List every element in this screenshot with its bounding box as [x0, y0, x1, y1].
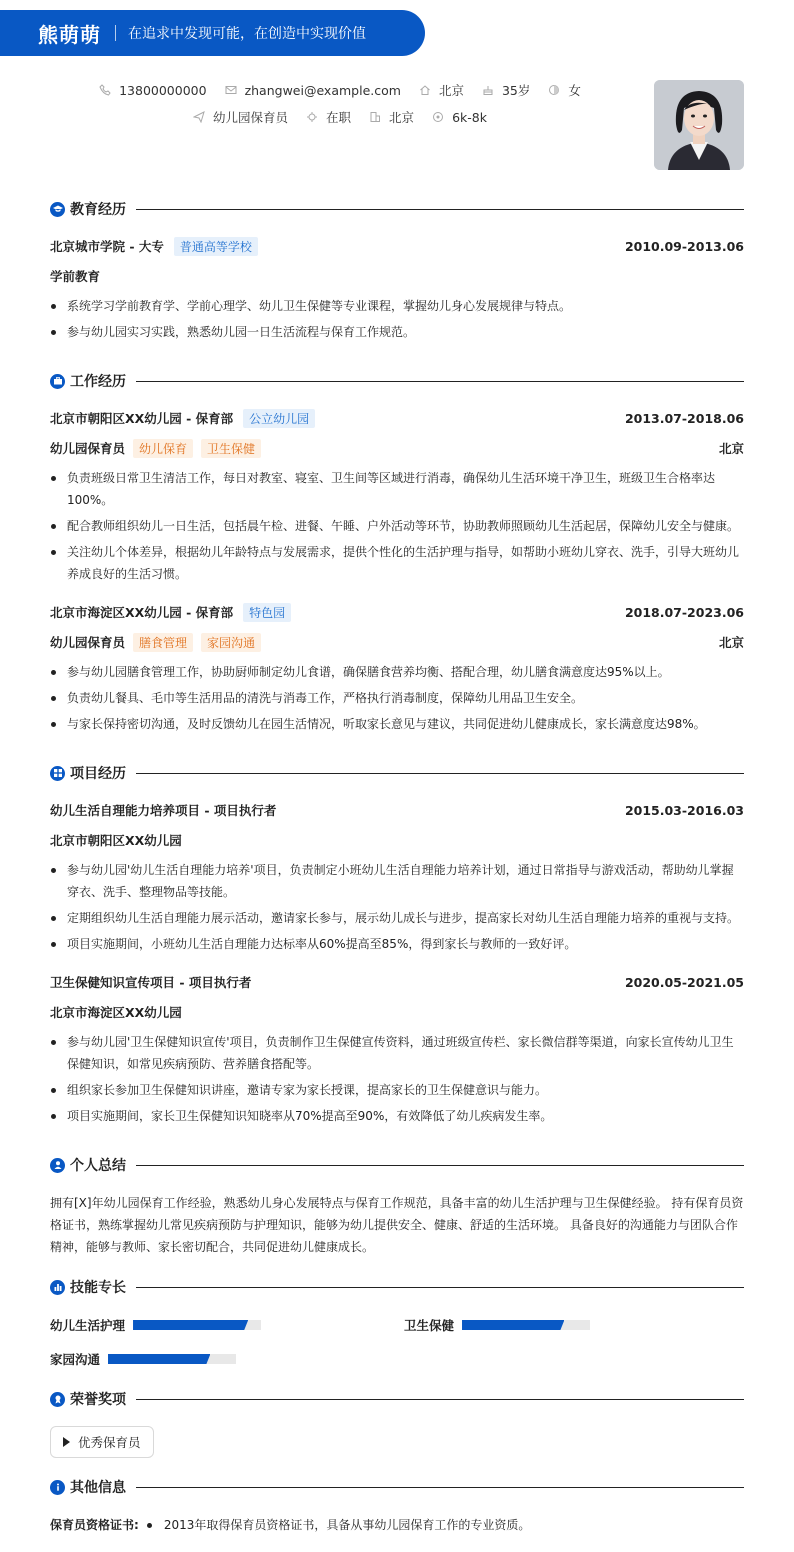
- building-icon: [369, 111, 381, 123]
- section-title-summary: [50, 1155, 744, 1175]
- project-org: 北京市朝阳区XX幼儿园: [50, 833, 182, 848]
- section-heading: 技能专长: [70, 1280, 126, 1296]
- skill-level-bar: [462, 1320, 590, 1330]
- briefcase-icon: [50, 374, 65, 389]
- section-heading: 工作经历: [70, 374, 126, 390]
- list-item: 组织家长参加卫生保健知识讲座，邀请专家为家长授课，提高家长的卫生保健意识与能力。: [50, 1079, 744, 1101]
- work-date: 2018.07-2023.06: [624, 604, 744, 620]
- user-icon: [50, 1158, 65, 1173]
- section-heading: 其他信息: [70, 1480, 126, 1496]
- gender-text: 女: [568, 83, 581, 98]
- section-divider: [136, 1399, 744, 1400]
- bar-chart-icon: [50, 1280, 65, 1295]
- status-text: 在职: [326, 110, 352, 125]
- skill-level-bar: [108, 1354, 236, 1364]
- summary-text: 拥有[X]年幼儿园保育工作经验，熟悉幼儿身心发展特点与保育工作规范，具备丰富的幼儿生活护理与卫生保健经验。 持有保育员资格证书，熟练掌握幼儿常见疾病预防与护理知识，能够为幼儿提供安全、健康、舒适的生活环境。 具备良好的沟通能力与团队合作精神，能够与教师、家长密切配合，共同促进幼儿健康成长。: [50, 1196, 744, 1254]
- project-title: 卫生保健知识宣传项目 - 项目执行者: [50, 975, 252, 990]
- header-slogan: 在追求中发现可能，在创造中实现价值: [128, 26, 366, 42]
- target-city-text: 北京: [389, 110, 415, 125]
- list-item: 参与幼儿园膳食管理工作，协助厨师制定幼儿食谱，确保膳食营养均衡、搭配合理，幼儿膳食满意度达95%以上。: [50, 661, 744, 683]
- section-divider: [136, 209, 744, 210]
- section-divider: [136, 1287, 744, 1288]
- skill-item: [50, 1352, 236, 1366]
- work-city: 北京: [718, 441, 744, 456]
- phone-icon: [99, 84, 111, 96]
- work-company-group: [50, 603, 291, 622]
- contact-target-city: [369, 108, 414, 126]
- contact-salary: [432, 110, 487, 125]
- skill-level-fill: [462, 1320, 564, 1330]
- work-company-group: [50, 409, 315, 428]
- skill-name: 家园沟通: [50, 1352, 101, 1367]
- skill-name: 幼儿生活护理: [50, 1318, 126, 1333]
- list-item: 与家长保持密切沟通，及时反馈幼儿在园生活情况，听取家长意见与建议，共同促进幼儿健康成长，家长满意度达98%。: [50, 713, 744, 735]
- work-entry-header: [50, 408, 744, 428]
- play-triangle-icon: [63, 1437, 70, 1447]
- header-divider: [115, 25, 116, 41]
- list-item: 配合教师组织幼儿一日生活，包括晨午检、进餐、午睡、户外活动等环节，协助教师照顾幼儿生活起居，保障幼儿安全与健康。: [50, 515, 744, 537]
- education-school: 北京城市学院 - 大专: [50, 239, 164, 254]
- work-company-tag: 公立幼儿园: [243, 409, 315, 428]
- work-skill-tag: 卫生保健: [201, 439, 261, 458]
- work-city: 北京: [718, 635, 744, 650]
- contact-phone: [99, 83, 206, 98]
- list-item: 负责班级日常卫生清洁工作，每日对教室、寝室、卫生间等区域进行消毒，确保幼儿生活环境干净卫生，班级卫生合格率达100%。: [50, 467, 744, 511]
- contact-city: [419, 81, 464, 99]
- project-entry-header: [50, 972, 744, 992]
- skill-name: 卫生保健: [404, 1318, 455, 1333]
- contact-gender: [548, 81, 581, 99]
- section-title-projects: [50, 763, 744, 783]
- candidate-name: 熊萌萌: [38, 22, 101, 47]
- work-entry-header: [50, 602, 744, 622]
- project-date: 2020.05-2021.05: [624, 974, 744, 990]
- skill-item: [50, 1318, 261, 1332]
- bullet-dot: [147, 1523, 152, 1528]
- skill-level-fill: [108, 1354, 210, 1364]
- list-item: 参与幼儿园'卫生保健知识宣传'项目，负责制作卫生保健宣传资料，通过班级宣传栏、家长微信群等渠道，向家长宣传幼儿卫生保健知识，如常见疾病预防、营养膳食搭配等。: [50, 1031, 744, 1075]
- avatar: [654, 80, 744, 170]
- other-text: 2013年取得保育员资格证书，具备从事幼儿园保育工作的专业资质。: [163, 1518, 531, 1532]
- project-title: 幼儿生活自理能力培养项目 - 项目执行者: [50, 803, 277, 818]
- work-role-group: [50, 439, 261, 458]
- city-text: 北京: [438, 83, 464, 98]
- skill-level-bar: [133, 1320, 261, 1330]
- work-role: 幼儿园保育员: [50, 635, 126, 650]
- work-date: 2013.07-2018.06: [624, 410, 744, 426]
- grid-icon: [50, 766, 65, 781]
- skill-level-fill: [133, 1320, 248, 1330]
- work-company-tag: 特色园: [243, 603, 291, 622]
- list-item: 项目实施期间，家长卫生保健知识知晓率从70%提高至90%，有效降低了幼儿疾病发生率。: [50, 1105, 744, 1127]
- section-title-honors: [50, 1389, 744, 1409]
- education-major: 学前教育: [50, 269, 101, 284]
- work-role-row: [50, 438, 744, 458]
- list-item: 关注幼儿个体差异，根据幼儿年龄特点与发展需求，提供个性化的生活护理与指导，如帮助小班幼儿穿衣、洗手，引导大班幼儿养成良好的生活习惯。: [50, 541, 744, 585]
- work-role-row: [50, 632, 744, 652]
- work-skill-tag: 膳食管理: [133, 633, 193, 652]
- work-bullets: [50, 467, 744, 589]
- header-banner: [0, 10, 425, 56]
- email-text: zhangwei@example.com: [244, 82, 401, 98]
- contact-position: [193, 108, 288, 126]
- education-date: 2010.09-2013.06: [624, 238, 744, 254]
- skill-item: [404, 1318, 590, 1332]
- project-entry-header: [50, 800, 744, 820]
- list-item: 定期组织幼儿生活自理能力展示活动，邀请家长参与，展示幼儿成长与进步，提高家长对幼儿生活自理能力培养的重视与支持。: [50, 907, 744, 929]
- section-title-other: [50, 1477, 744, 1497]
- project-org: 北京市海淀区XX幼儿园: [50, 1005, 182, 1020]
- home-icon: [419, 84, 431, 96]
- work-company: 北京市海淀区XX幼儿园 - 保育部: [50, 605, 234, 620]
- work-skill-tag: 幼儿保育: [133, 439, 193, 458]
- work-skill-tag: 家园沟通: [201, 633, 261, 652]
- section-title-work: [50, 371, 744, 391]
- other-label: 保育员资格证书:: [50, 1518, 139, 1532]
- graduation-cap-icon: [50, 202, 65, 217]
- section-heading: 项目经历: [70, 766, 126, 782]
- list-item: 系统学习学前教育学、学前心理学、幼儿卫生保健等专业课程，掌握幼儿身心发展规律与特点。: [50, 295, 744, 317]
- work-role-group: [50, 633, 261, 652]
- gender-icon: [548, 84, 560, 96]
- project-bullets: [50, 1031, 744, 1131]
- project-bullets: [50, 859, 744, 959]
- list-item: 参与幼儿园'幼儿生活自理能力培养'项目，负责制定小班幼儿生活自理能力培养计划，通过日常指导与游戏活动，帮助幼儿掌握穿衣、洗手、整理物品等技能。: [50, 859, 744, 903]
- contact-row-secondary: [0, 108, 680, 126]
- salary-text: 6k-8k: [452, 109, 487, 125]
- work-bullets: [50, 661, 744, 739]
- section-divider: [136, 1165, 744, 1166]
- status-icon: [306, 111, 318, 123]
- section-divider: [136, 1487, 744, 1488]
- contact-row-primary: [0, 81, 680, 99]
- section-heading: 个人总结: [70, 1158, 126, 1174]
- section-heading: 荣誉奖项: [70, 1392, 126, 1408]
- info-icon: [50, 1480, 65, 1495]
- section-heading: 教育经历: [70, 202, 126, 218]
- contact-age: [482, 81, 530, 99]
- education-major-row: [50, 266, 744, 286]
- work-role: 幼儿园保育员: [50, 441, 126, 456]
- education-school-group: [50, 237, 258, 256]
- award-icon: [50, 1392, 65, 1407]
- salary-icon: [432, 111, 444, 123]
- project-org-row: [50, 1002, 744, 1022]
- list-item: 项目实施期间，小班幼儿生活自理能力达标率从60%提高至85%，得到家长与教师的一致好评。: [50, 933, 744, 955]
- other-info-row: [50, 1514, 744, 1536]
- list-item: 负责幼儿餐具、毛巾等生活用品的清洗与消毒工作，严格执行消毒制度，保障幼儿用品卫生安全。: [50, 687, 744, 709]
- honor-name: 优秀保育员: [78, 1435, 141, 1450]
- education-bullets: [50, 295, 744, 347]
- cake-icon: [482, 84, 494, 96]
- education-tag: 普通高等学校: [174, 237, 258, 256]
- position-text: 幼儿园保育员: [213, 110, 289, 125]
- honor-chip: [50, 1426, 154, 1458]
- mail-icon: [225, 84, 237, 96]
- age-text: 35岁: [501, 83, 531, 98]
- section-divider: [136, 773, 744, 774]
- education-entry-header: [50, 236, 744, 256]
- list-item: 参与幼儿园实习实践，熟悉幼儿园一日生活流程与保育工作规范。: [50, 321, 744, 343]
- project-org-row: [50, 830, 744, 850]
- section-divider: [136, 381, 744, 382]
- phone-text: 13800000000: [119, 82, 207, 98]
- contact-email: [225, 83, 401, 98]
- section-title-education: [50, 199, 744, 219]
- contact-status: [306, 108, 351, 126]
- project-date: 2015.03-2016.03: [624, 802, 744, 818]
- section-title-skills: [50, 1277, 744, 1297]
- send-icon: [193, 111, 205, 123]
- work-company: 北京市朝阳区XX幼儿园 - 保育部: [50, 411, 234, 426]
